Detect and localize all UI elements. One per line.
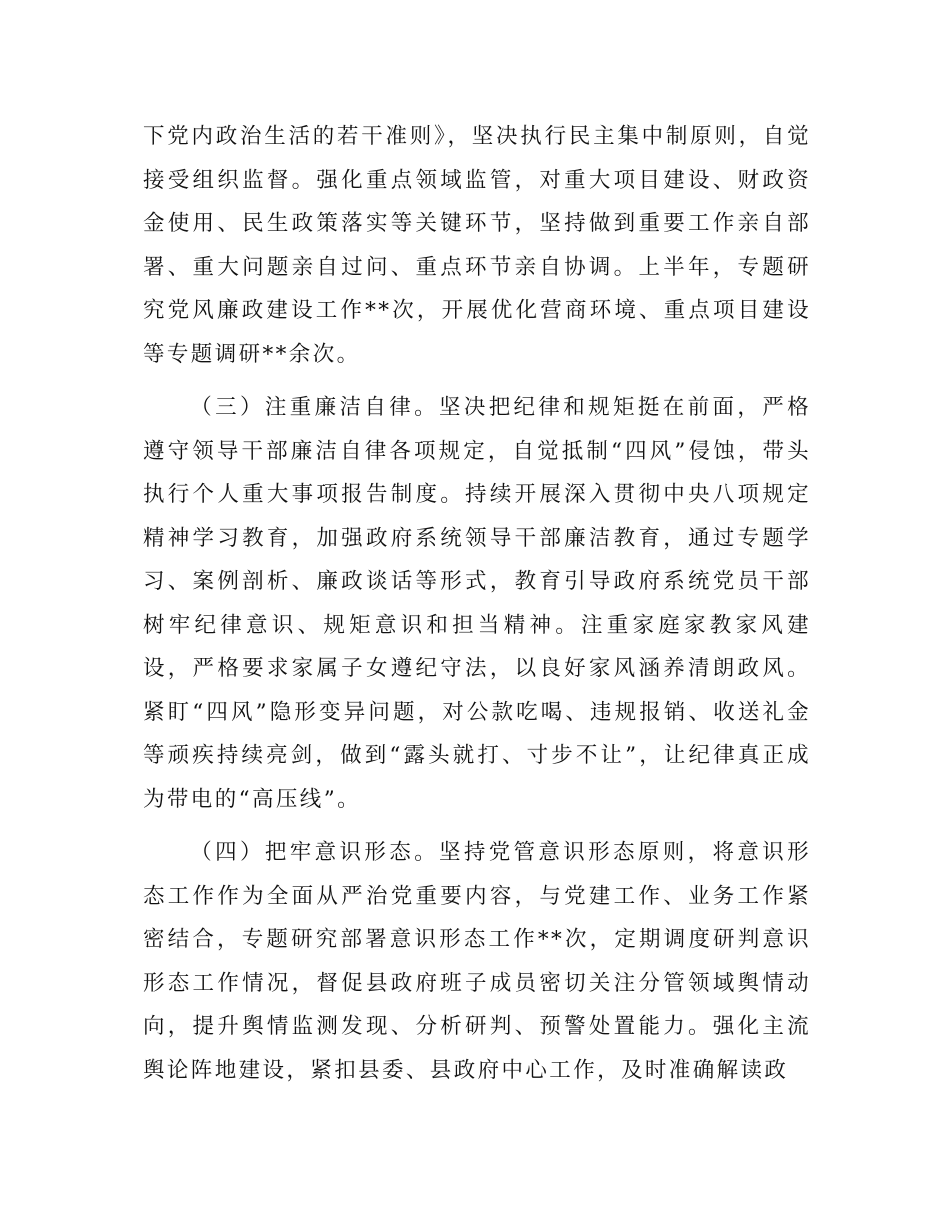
paragraph-continuation: 下党内政治生活的若干准则》，坚决执行民主集中制原则，自觉接受组织监督。强化重点领域监管，对重大项目建设、财政资金使用、民生政策落实等关键环节，坚持做到重要工作亲自部署、重大问题亲自过问、重点环节亲自协调。上半年，专题研究党风廉政建设工作**次，开展优化营商环境、重点项目建设等专题调研**余次。 bbox=[143, 124, 811, 367]
document-body bbox=[143, 115, 811, 1092]
paragraph-section-3: （三）注重廉洁自律。坚决把纪律和规矩挺在前面，严格遵守领导干部廉洁自律各项规定，自觉抵制“四风”侵蚀，带头执行个人重大事项报告制度。持续开展深入贯彻中央八项规定精神学习教育，加强政府系统领导干部廉洁教育，通过专题学习、案例剖析、廉政谈话等形式，教育引导政府系统党员干部树牢纪律意识、规矩意识和担当精神。注重家庭家教家风建设，严格要求家属子女遵纪守法，以良好家风涵养清朗政风。紧盯“四风”隐形变异问题，对公款吃喝、违规报销、收送礼金等顽疾持续亮剑，做到“露头就打、寸步不让”，让纪律真正成为带电的“高压线”。 bbox=[143, 395, 811, 812]
paragraph-section-4: （四）把牢意识形态。坚持党管意识形态原则，将意识形态工作作为全面从严治党重要内容，与党建工作、业务工作紧密结合，专题研究部署意识形态工作**次，定期调度研判意识形态工作情况，督促县政府班子成员密切关注分管领域舆情动向，提升舆情监测发现、分析研判、预警处置能力。强化主流舆论阵地建设，紧扣县委、县政府中心工作，及时准确解读政 bbox=[143, 840, 811, 1083]
